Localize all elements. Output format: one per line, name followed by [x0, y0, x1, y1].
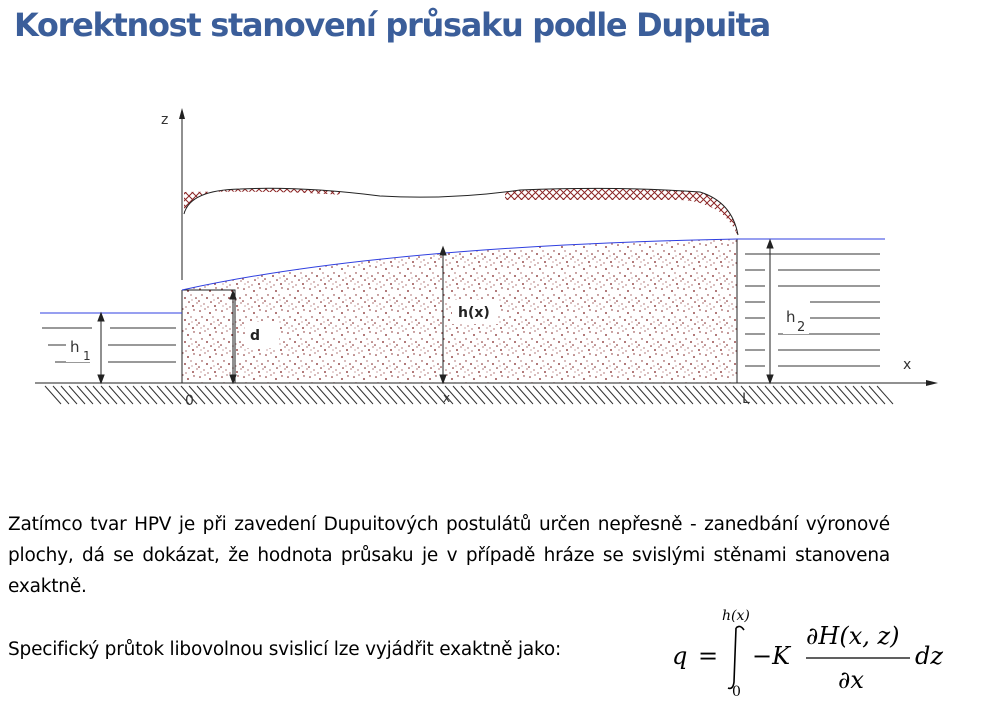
seepage-formula	[660, 600, 960, 710]
z-axis-label: z	[161, 112, 169, 128]
z-axis-arrow	[179, 108, 185, 119]
h1-dimension	[98, 313, 104, 383]
length-label: L	[742, 391, 750, 407]
origin-label: 0	[185, 393, 194, 409]
formula-upper-limit: h(x)	[722, 608, 750, 624]
left-water-dashes	[42, 328, 176, 362]
formula-equals: =	[698, 642, 719, 670]
integral-sign	[728, 626, 744, 688]
h2-dimension	[767, 240, 773, 383]
formula-denominator: ∂x	[838, 666, 864, 694]
page-title: Korektnost stanovení průsaku podle Dupuita	[14, 6, 770, 44]
formula-lower-limit: 0	[732, 684, 741, 700]
x-position-label: x	[443, 391, 451, 405]
d-label: d	[250, 328, 261, 344]
formula-differential: dz	[915, 642, 944, 670]
h2-label: h	[786, 308, 796, 326]
x-axis-arrow	[926, 380, 938, 386]
x-axis-label: x	[903, 357, 912, 373]
h2-subscript: 2	[797, 320, 806, 335]
h1-subscript: 1	[83, 349, 91, 363]
dam-seepage-diagram	[0, 95, 983, 415]
right-water-dashes	[745, 254, 880, 366]
formula-numerator: ∂H(x, z)	[806, 622, 900, 650]
hx-label: h(x)	[458, 305, 490, 321]
formula-q: q	[672, 642, 688, 670]
explanation-paragraph: Zatímco tvar HPV je při zavedení Dupuitových postulátů určen nepřesně - zanedbání výronové plochy, dá se dokázat, že hodnota průsaku je v případě hráze se svislými stěnami stanovena exaktně.	[8, 514, 890, 597]
ground-hatch	[45, 386, 893, 404]
formula-intro: Specifický průtok libovolnou svislicí lze vyjádřit exaktně jako:	[8, 639, 562, 660]
formula-minus-k: −K	[752, 642, 791, 670]
h1-label: h	[70, 338, 80, 356]
